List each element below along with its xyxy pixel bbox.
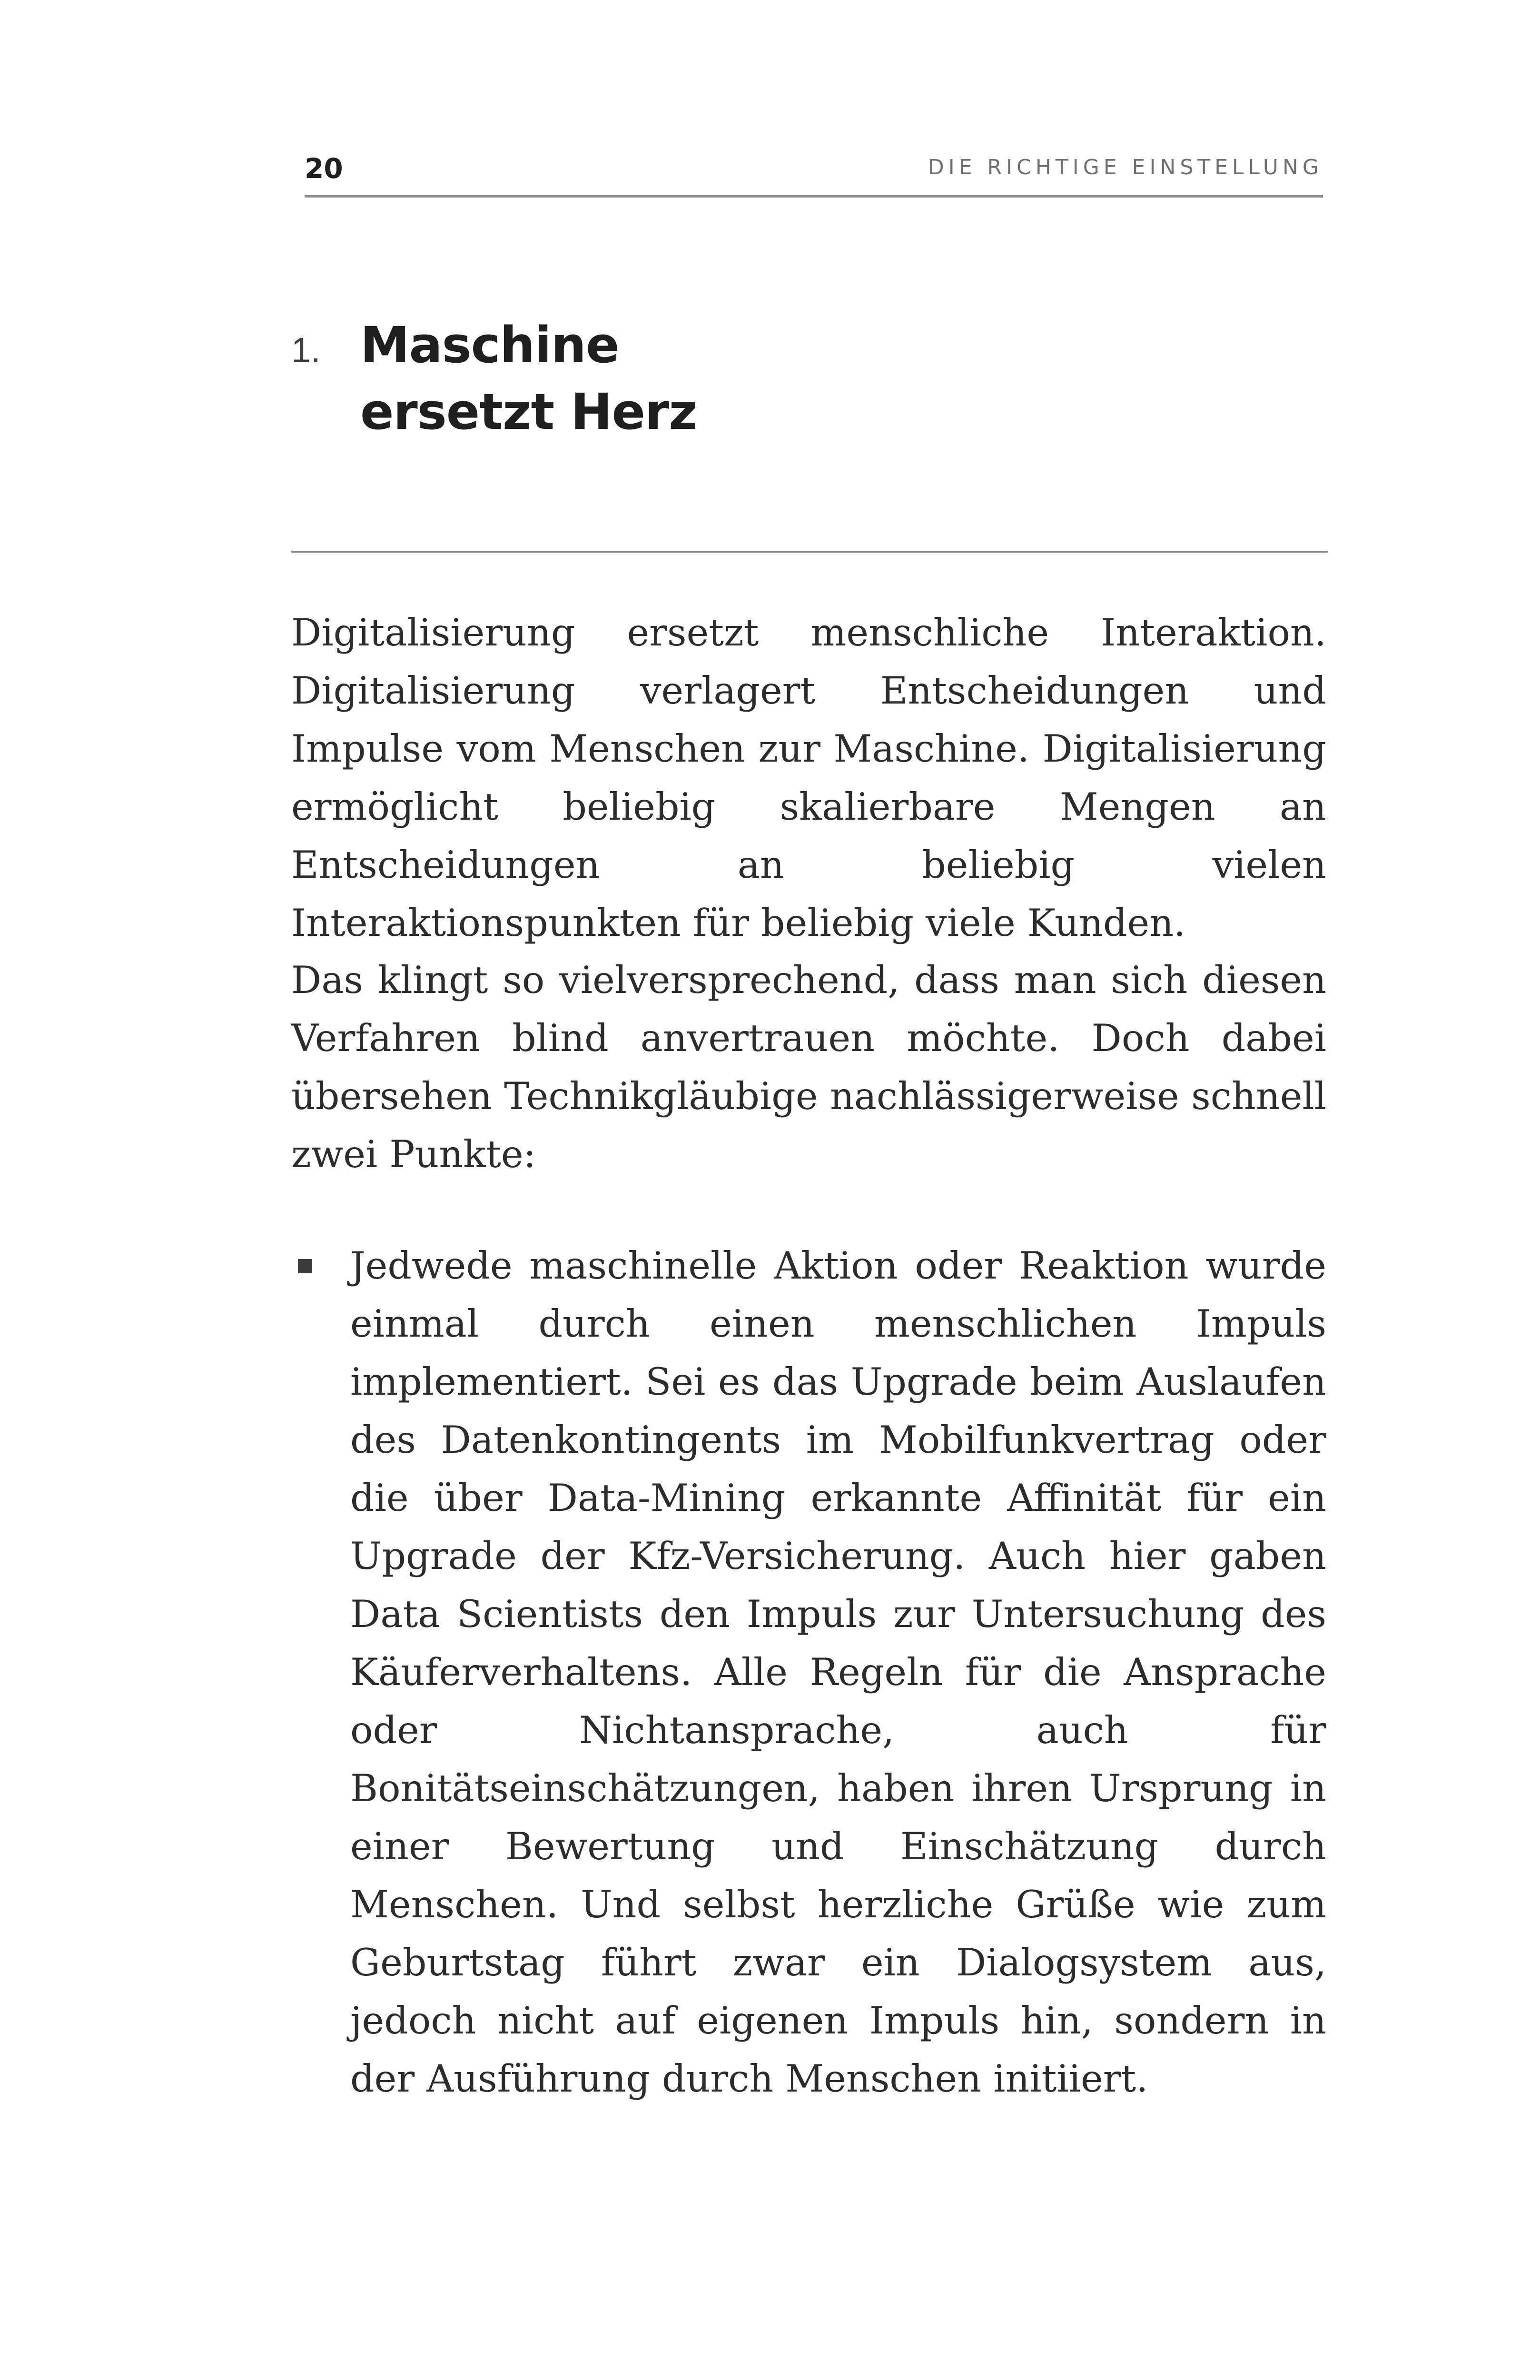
bullet-list [291,1237,1326,2108]
page-number: 20 [305,152,343,185]
chapter-title [360,312,1264,445]
square-bullet-icon [298,1259,312,1273]
chapter-title-line-2: ersetzt Herz [360,383,697,441]
bullet-item-text: Jedwede maschinelle Aktion oder Reaktion wurde einmal durch einen menschlichen Impuls implementiert. Sei es das Upgrade beim Auslaufen des Datenkontingents im Mobilfunkvertrag oder die über Data-Mining erkannte Affinität für ein Upgrade der Kfz-Versicherung. Auch hier gaben Data Scientists den Impuls zur Untersuchung des Käuferverhaltens. Alle Regeln für die Ansprache oder Nichtansprache, auch für Bonitätseinschätzungen, haben ihren Ursprung in einer Bewertung und Einschätzung durch Menschen. Und selbst herzliche Grüße wie zum Geburtstag führt zwar ein Dialogsystem aus, jedoch nicht auf eigenen Impuls hin, sondern in der Ausführung durch Menschen initiiert. [350,1244,1326,2101]
chapter-number: 1. [291,330,321,370]
chapter-title-line-1: Maschine [360,316,619,374]
body-paragraph-2: Das klingt so vielversprechend, dass man sich diesen Verfahren blind anvertrauen möchte. Doch dabei übersehen Technikgläubige nachlässigerweise schnell zwei Punkte: [291,958,1326,1176]
body-paragraph-1: Digitalisierung ersetzt menschliche Interaktion. Digitalisierung verlagert Entscheidungen und Impulse vom Menschen zur Maschine. Digitalisierung ermöglicht beliebig skalierbare Mengen an Entscheidungen an beliebig vielen Interaktionspunkten für beliebig viele Kunden. [291,611,1326,945]
running-header [305,143,1323,198]
running-section-title: DIE RICHTIGE EINSTELLUNG [928,155,1323,179]
chapter-divider [291,551,1328,553]
bullet-item [291,1237,1326,2108]
